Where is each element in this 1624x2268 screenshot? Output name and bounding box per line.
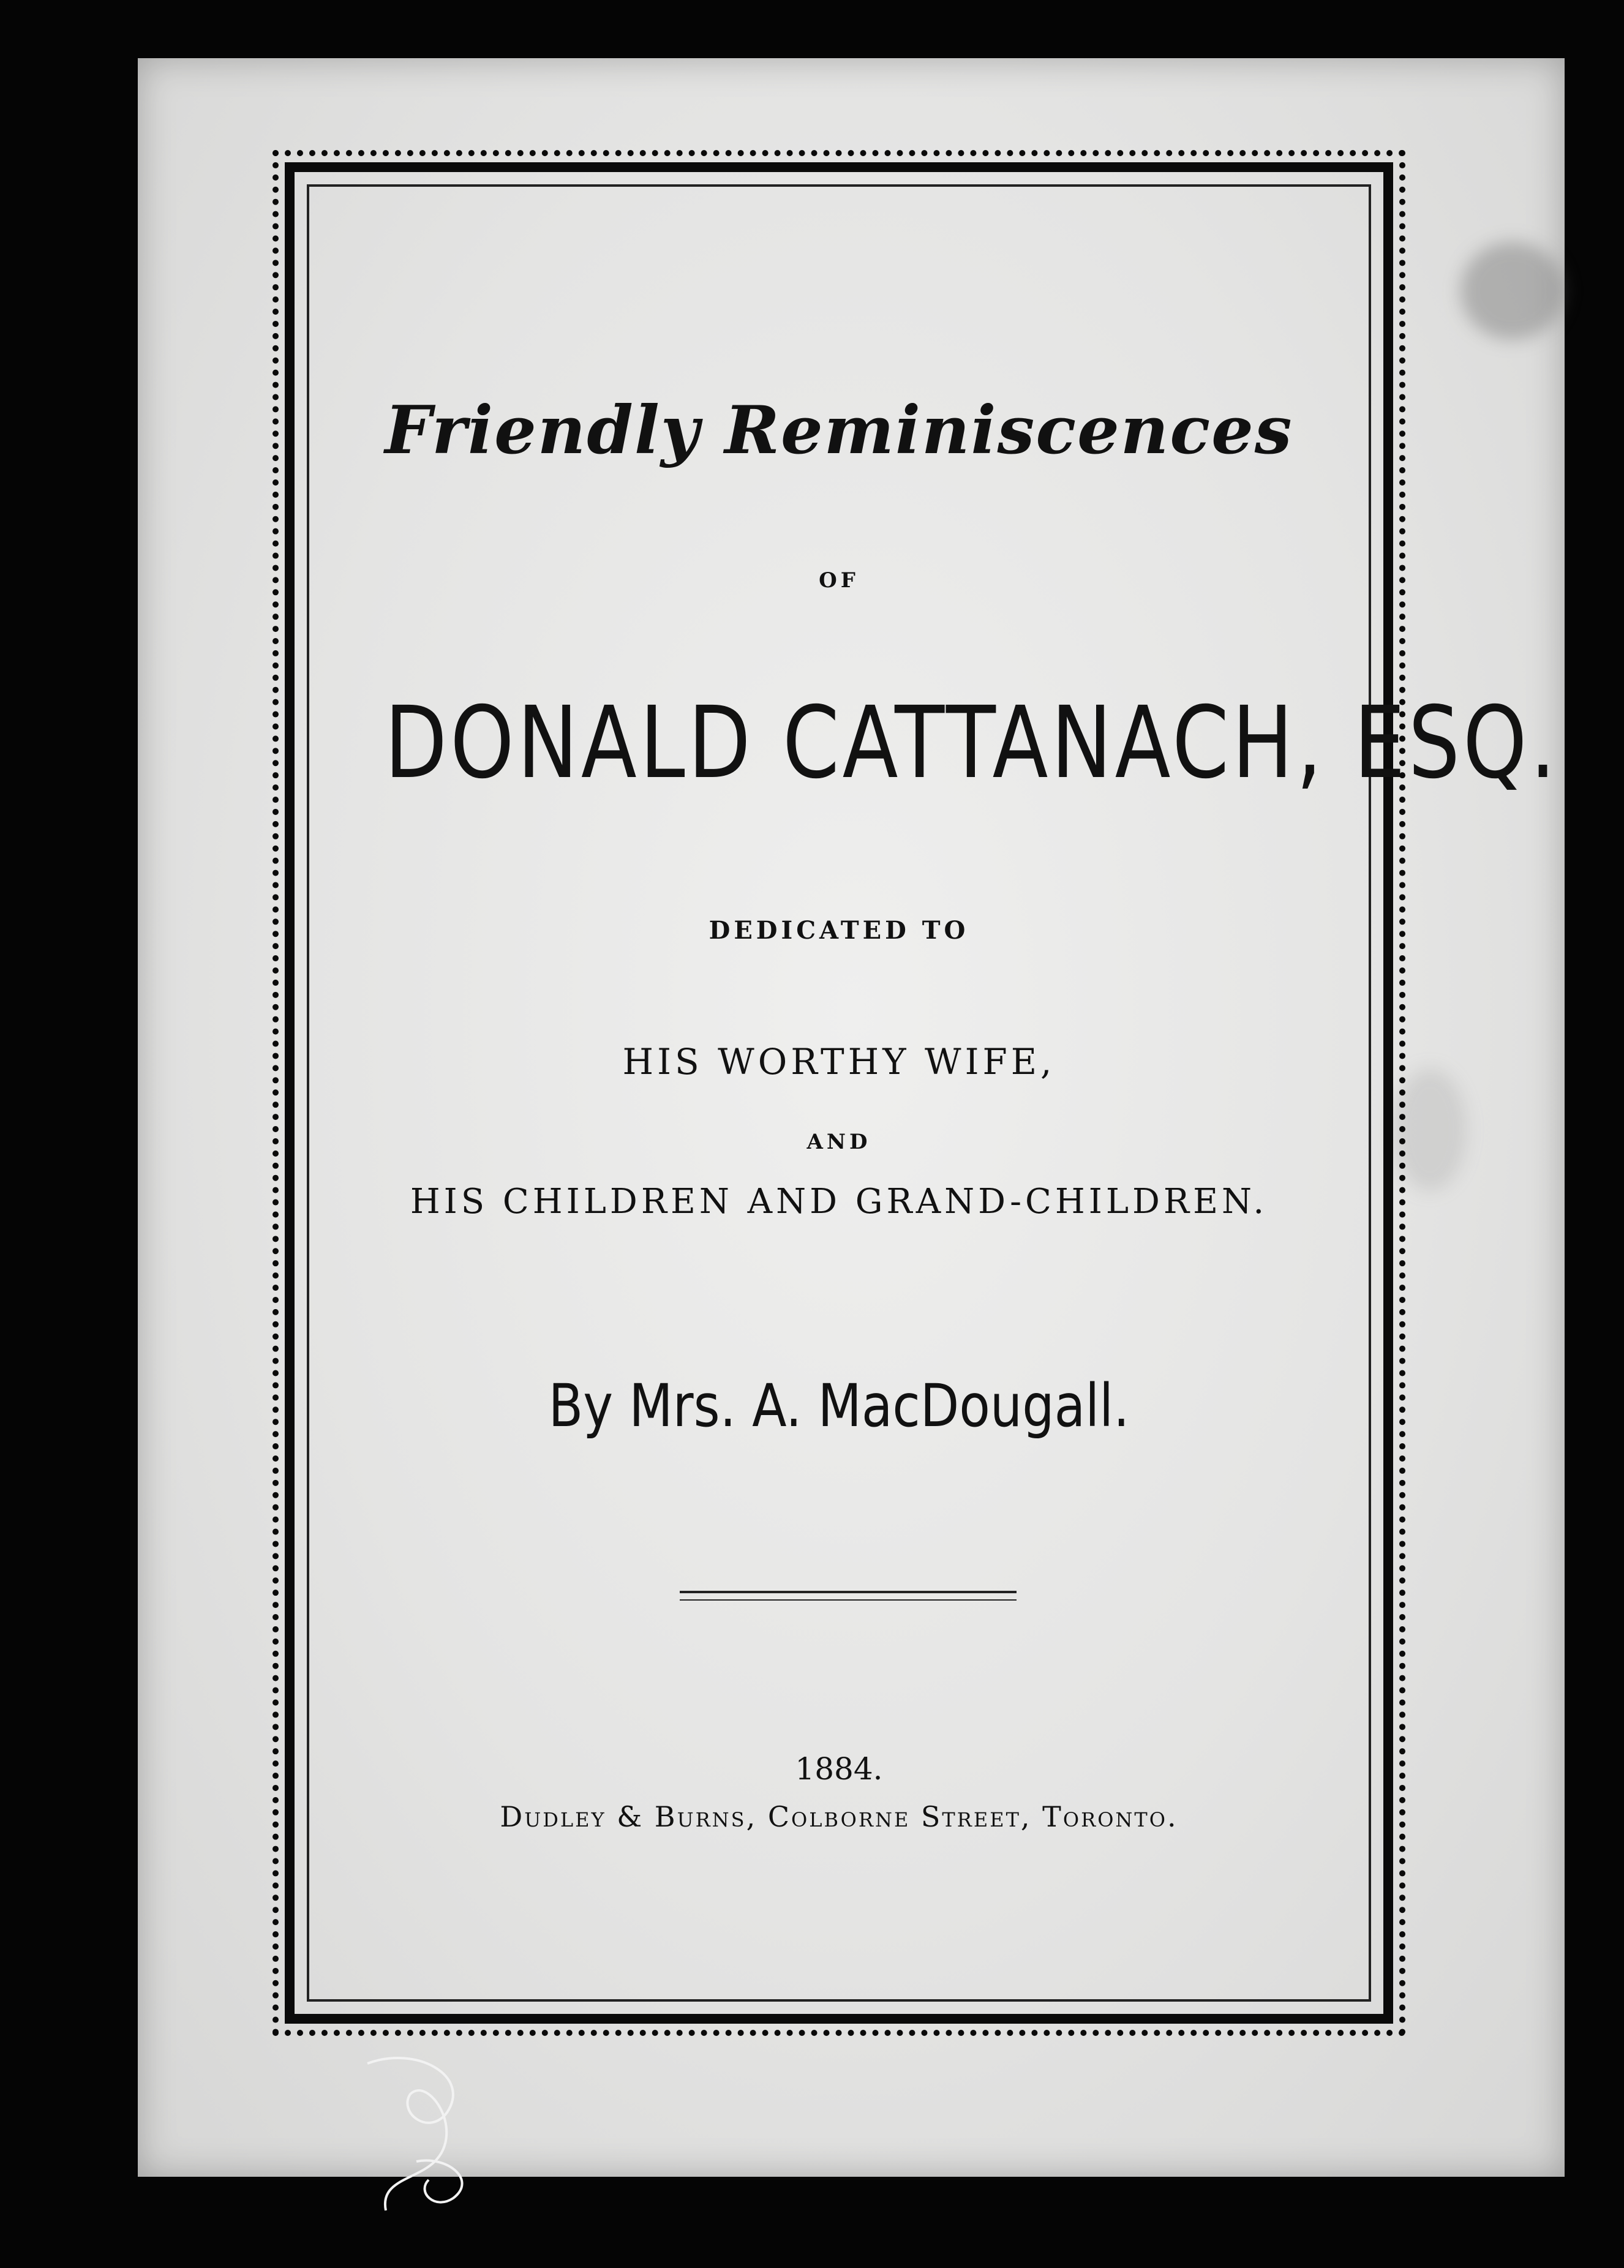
stain-mark <box>1460 242 1565 340</box>
dedicatee-wife: HIS WORTHY WIFE, <box>622 1041 1056 1083</box>
publisher-imprint: Dudley & Burns, Colborne Street, Toronto. <box>500 1800 1178 1833</box>
divider-rule-thin <box>680 1599 1017 1601</box>
scribble-mark <box>343 2039 502 2223</box>
publication-year: 1884. <box>795 1751 883 1787</box>
dedicatee-children: HIS CHILDREN AND GRAND-CHILDREN. <box>410 1182 1268 1222</box>
and-label: AND <box>806 1130 871 1154</box>
author-byline: By Mrs. A. MacDougall. <box>548 1372 1130 1440</box>
subject-name: DONALD CATTANACH, ESQ. <box>384 686 1559 801</box>
of-label: OF <box>819 568 859 593</box>
divider-rule <box>680 1591 1017 1593</box>
page-title: Friendly Reminiscences <box>385 392 1293 469</box>
dedication-heading: DEDICATED TO <box>709 916 969 945</box>
crease-mark <box>1393 1068 1467 1191</box>
